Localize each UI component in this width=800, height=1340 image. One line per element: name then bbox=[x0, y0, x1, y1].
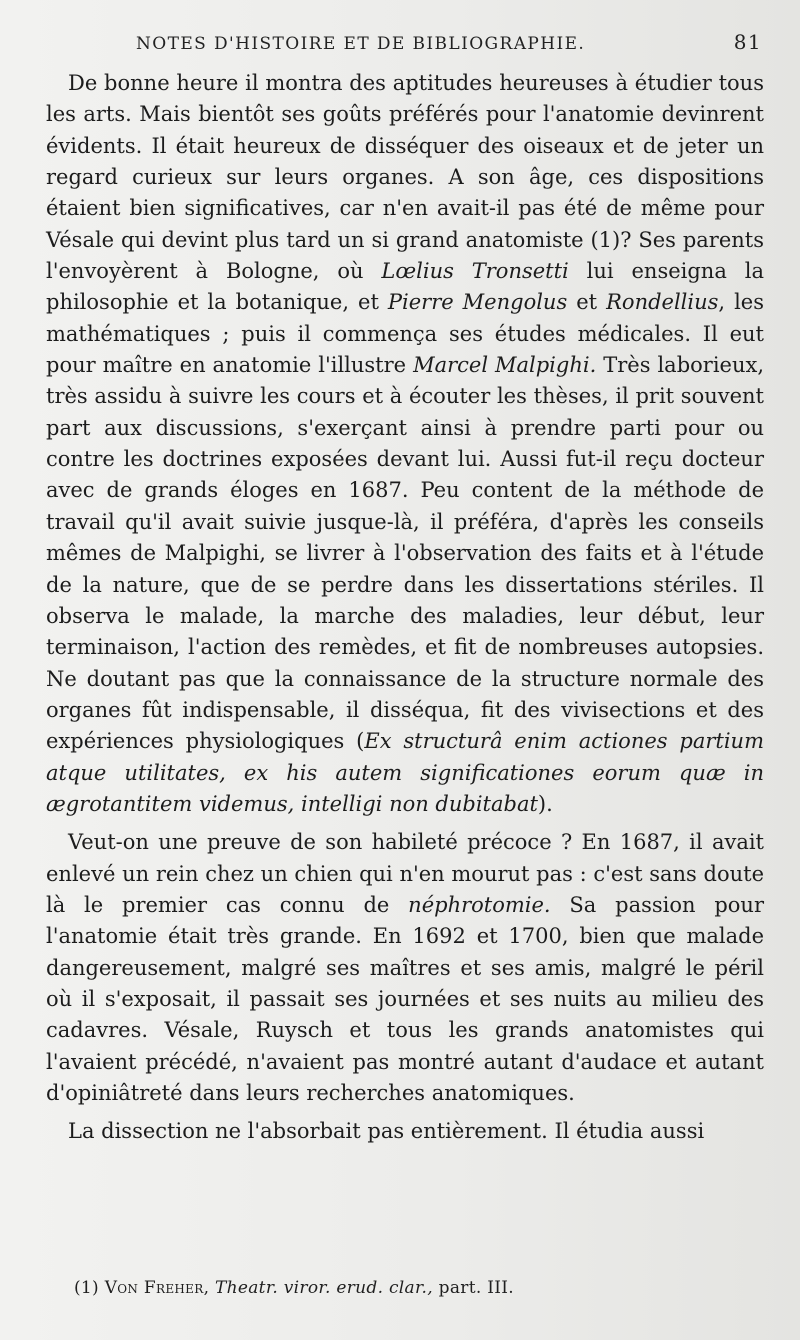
text-run: lui enseigna la philosophie et la botanique, et bbox=[46, 259, 764, 315]
footnote-work: Theatr. viror. erud. clar., bbox=[215, 1278, 433, 1298]
italic-text: Marcel Malpighi. bbox=[413, 353, 597, 378]
page-number: 81 bbox=[733, 30, 762, 54]
running-head-title: NOTES D'HISTOIRE ET DE BIBLIOGRAPHIE. bbox=[136, 34, 586, 54]
footnote bbox=[74, 1278, 514, 1298]
paragraph bbox=[46, 1116, 764, 1147]
italic-text: Rondellius bbox=[606, 290, 719, 315]
italic-text: néphrotomie. bbox=[408, 892, 551, 917]
italic-text: Lœlius Tronsetti bbox=[381, 259, 569, 284]
text-run: Très laborieux, très assidu à suivre les cours et à écouter les thèses, il prit souvent part aux discussions, s'exerçant ainsi à prendre parti pour ou contre les doctrines exposées devant lui. Aussi fut-il reçu docteur avec de grands éloges en 1687. Peu content de la méthode de travail qu'il avait suivie jusque-là, il préféra, d'après les conseils mêmes de Malpighi, se livrer à l'observation des faits et à l'étude de la nature, que de se perdre dans les dissertations stériles. Il observa le malade, la marche des maladies, leur début, leur terminaison, l'action des remèdes, et fit de nombreuses autopsies. Ne doutant pas que la connaissance de la structure normale des organes fût indispensable, il disséqua, fit des vivisections et des expériences physiologiques ( bbox=[46, 353, 765, 754]
footnote-marker: (1) bbox=[74, 1278, 99, 1298]
italic-text: Ex structurâ enim actiones partium atque utilitates, ex his autem significationes eorum quæ in ægrotantitem videmus, intelligi non dubitabat bbox=[46, 729, 764, 816]
italic-text: Pierre Mengolus bbox=[387, 290, 568, 315]
text-run: Veut-on une preuve de son habileté précoce ? En 1687, il avait enlevé un rein chez un chien qui n'en mourut pas : c'est sans doute là le premier cas connu de bbox=[46, 830, 764, 917]
text-run: Sa passion pour l'anatomie était très grande. En 1692 et 1700, bien que malade dangereusement, malgré ses maîtres et ses amis, malgré le péril où il s'exposait, il passait ses journées et ses nuits au milieu des cadavres. Vésale, Ruysch et tous les grands anatomistes qui l'avaient précédé, n'avaient pas montré autant d'audace et autant d'opiniâtreté dans leurs recherches anatomiques. bbox=[46, 892, 764, 1105]
text-run: et bbox=[567, 290, 607, 315]
footnote-part: part. III. bbox=[438, 1278, 514, 1298]
text-run: , les mathématiques ; puis il commença ses études médicales. Il eut pour maître en anatomie l'illustre bbox=[46, 290, 765, 378]
text-run: La dissection ne l'absorbait pas entièrement. Il étudia aussi bbox=[68, 1119, 705, 1144]
running-head bbox=[136, 30, 764, 68]
paragraph bbox=[46, 68, 764, 820]
text-run: ). bbox=[537, 791, 553, 816]
footnote-author: Von Freher, bbox=[104, 1278, 210, 1298]
body-text bbox=[46, 68, 764, 1148]
text-run: De bonne heure il montra des aptitudes heureuses à étudier tous les arts. Mais bientôt ses goûts préférés pour l'anatomie devinrent évidents. Il était heureux de disséquer des oiseaux et de jeter un regard curieux sur leurs organes. A son âge, ces dispositions étaient bien significatives, car n'en avait-il pas été de même pour Vésale qui devint plus tard un si grand anatomiste (1)? Ses parents l'envoyèrent à Bologne, où bbox=[46, 71, 764, 284]
paragraph bbox=[46, 827, 764, 1109]
